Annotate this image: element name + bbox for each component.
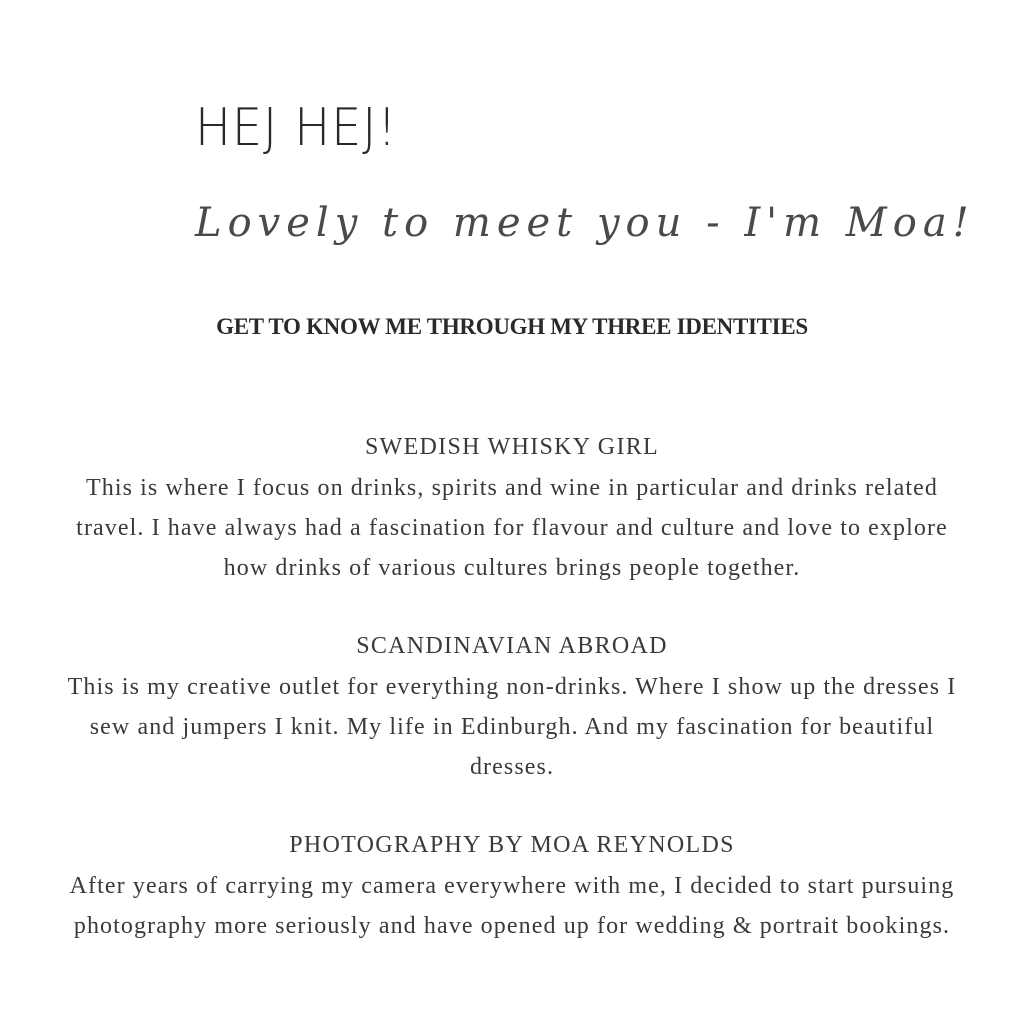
page-heading: HEJ HEJ! <box>195 98 398 158</box>
identity-section-scandinavian <box>60 631 964 787</box>
tagline: Lovely to meet you - I'm Moa! <box>195 200 975 246</box>
section-body: This is my creative outlet for everything non-drinks. Where I show up the dresses I sew and jumpers I knit. My life in Edinburgh. And my fascination for beautiful dresses. <box>67 674 957 780</box>
subtitle: GET TO KNOW ME THROUGH MY THREE IDENTITIES <box>216 314 808 339</box>
section-body: After years of carrying my camera everywhere with me, I decided to start pursuing photography more seriously and have opened up for wedding & portrait bookings. <box>69 873 955 939</box>
section-title: SWEDISH WHISKY GIRL <box>364 434 660 460</box>
section-title: PHOTOGRAPHY BY MOA REYNOLDS <box>289 832 735 858</box>
section-body: This is where I focus on drinks, spirits and wine in particular and drinks related travel. I have always had a fascination for flavour and culture and love to explore how drinks of various cultures brings people together. <box>76 475 948 581</box>
section-title: SCANDINAVIAN ABROAD <box>356 633 668 659</box>
identity-section-whisky <box>60 432 964 588</box>
identity-section-photography <box>60 830 964 946</box>
